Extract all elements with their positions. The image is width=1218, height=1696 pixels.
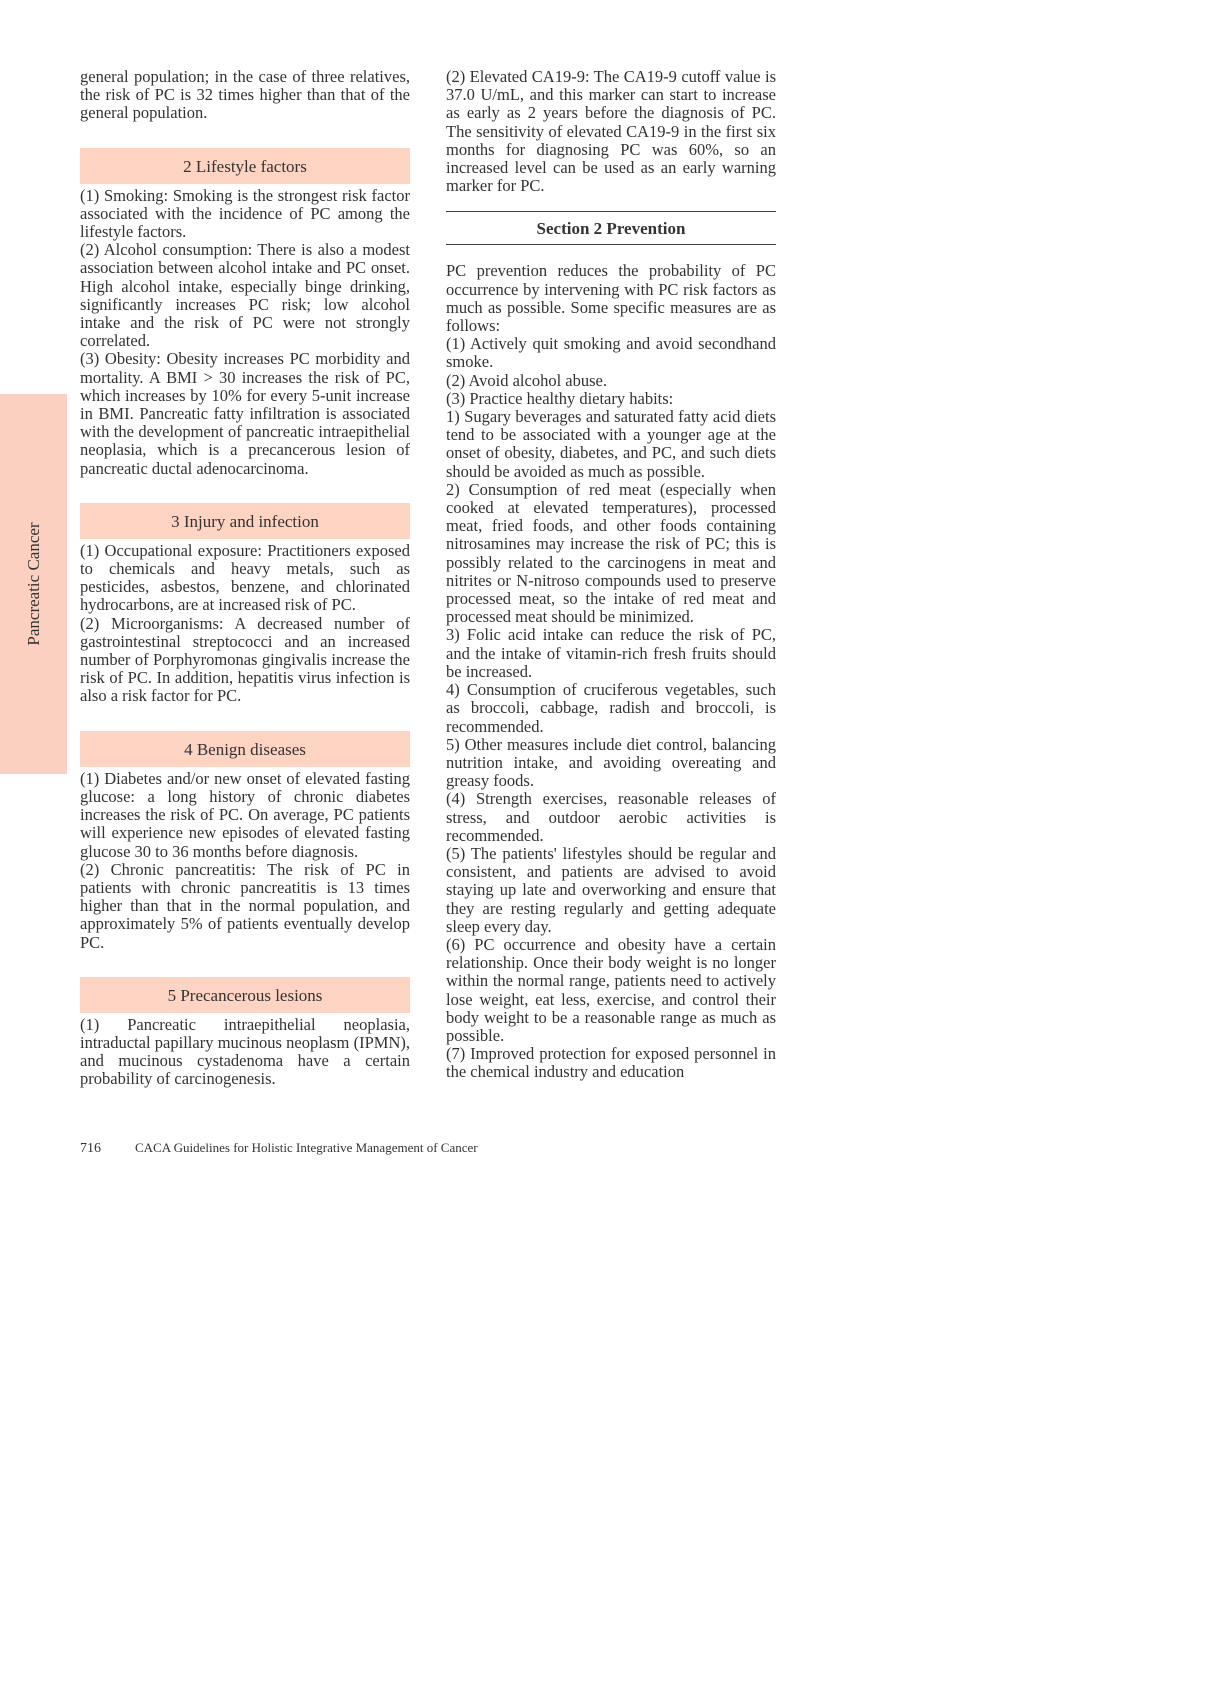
measure-3: (3) Practice healthy dietary habits: bbox=[446, 388, 674, 408]
side-tab bbox=[0, 394, 67, 774]
diet-item-5: 5) Other measures include diet control, balancing nutrition intake, and avoiding overeating and greasy foods. bbox=[446, 734, 776, 791]
section-heading-prevention: Section 2 Prevention bbox=[446, 211, 776, 245]
paragraph-neoplasia: (1) Pancreatic intraepithelial neoplasia, intraductal papillary mucinous neoplasm (IPMN), and mucinous cystadenoma have a certain probability of carcinogenesis. bbox=[80, 1014, 410, 1089]
left-column bbox=[80, 68, 410, 1089]
diet-item-1: 1) Sugary beverages and saturated fatty acid diets tend to be associated with a younger age at the onset of obesity, diabetes, and PC, and such diets should be avoided as much as possible. bbox=[446, 407, 776, 481]
paragraph-microorganisms: (2) Microorganisms: A decreased number of gastrointestinal streptococci and an increased number of Porphyromonas gingivalis increase the risk of PC. In addition, hepatitis virus infection is also a risk factor for PC. bbox=[80, 613, 410, 706]
running-title: CACA Guidelines for Holistic Integrative Management of Cancer bbox=[135, 1140, 478, 1155]
heading-lifestyle-factors: 2 Lifestyle factors bbox=[80, 148, 410, 184]
diet-item-4: 4) Consumption of cruciferous vegetables, such as broccoli, cabbage, radish and broccoli, is recommended. bbox=[446, 680, 776, 736]
heading-precancerous-lesions: 5 Precancerous lesions bbox=[80, 977, 410, 1013]
measure-7: (7) Improved protection for exposed personnel in the chemical industry and education bbox=[446, 1044, 776, 1082]
diet-item-2: 2) Consumption of red meat (especially when cooked at elevated temperatures), processed meat, fried foods, and other foods containing nitrosamines may increase the risk of PC; this is possibly related to the carcinogens in meat and nitrites or N-nitroso compounds used to preserve processed meat, so the intake of red meat and processed meat should be minimized. bbox=[446, 479, 776, 627]
paragraph-obesity: (3) Obesity: Obesity increases PC morbidity and mortality. A BMI > 30 increases the risk of PC, which increases by 10% for every 5-unit increase in BMI. Pancreatic fatty infiltration is associated with the development of pancreatic intraepithelial neoplasia, which is a precancerous lesion of pancreatic ductal adenocarcinoma. bbox=[80, 349, 410, 478]
diet-item-3: 3) Folic acid intake can reduce the risk of PC, and the intake of vitamin-rich fresh fruits should be increased. bbox=[446, 625, 776, 681]
page-number: 716 bbox=[80, 1141, 101, 1156]
paragraph-intro: general population; in the case of three relatives, the risk of PC is 32 times higher than that of the general population. bbox=[80, 67, 410, 123]
paragraph-ca199: (2) Elevated CA19-9: The CA19-9 cutoff value is 37.0 U/mL, and this marker can start to increase as early as 2 years before the diagnosis of PC. The sensitivity of elevated CA19-9 in the first six months for diagnosing PC was 60%, so an increased level can be used as an early warning marker for PC. bbox=[446, 67, 776, 196]
paragraph-prevention-intro: PC prevention reduces the probability of PC occurrence by intervening with PC risk factors as much as possible. Some specific measures are as follows: bbox=[446, 261, 776, 336]
paragraph-pancreatitis: (2) Chronic pancreatitis: The risk of PC in patients with chronic pancreatitis is 13 times higher than that in the normal population, and approximately 5% of patients eventually develop PC. bbox=[80, 859, 410, 952]
right-column bbox=[446, 68, 776, 1082]
measure-2: (2) Avoid alcohol abuse. bbox=[446, 370, 607, 390]
paragraph-diabetes: (1) Diabetes and/or new onset of elevated fasting glucose: a long history of chronic diabetes increases the risk of PC. On average, PC patients will experience new episodes of elevated fasting glucose 30 to 36 months before diagnosis. bbox=[80, 768, 410, 861]
heading-benign-diseases: 4 Benign diseases bbox=[80, 731, 410, 767]
side-tab-label: Pancreatic Cancer bbox=[23, 522, 43, 646]
paragraph-occupational: (1) Occupational exposure: Practitioners exposed to chemicals and heavy metals, such as pesticides, asbestos, benzene, and chlorinated hydrocarbons, are at increased risk of PC. bbox=[80, 540, 410, 615]
measure-5: (5) The patients' lifestyles should be regular and consistent, and patients are advised to avoid staying up late and overworking and ensure that they are resting regularly and getting adequate sleep every day. bbox=[446, 843, 776, 936]
measure-4: (4) Strength exercises, reasonable releases of stress, and outdoor aerobic activities is recommended. bbox=[446, 789, 776, 845]
paragraph-alcohol: (2) Alcohol consumption: There is also a modest association between alcohol intake and PC onset. High alcohol intake, especially binge drinking, significantly increases PC risk; low alcohol intake and the risk of PC were not strongly correlated. bbox=[80, 240, 410, 351]
heading-injury-infection: 3 Injury and infection bbox=[80, 503, 410, 539]
measure-1: (1) Actively quit smoking and avoid secondhand smoke. bbox=[446, 334, 776, 372]
page-footer bbox=[80, 1140, 478, 1157]
measure-6: (6) PC occurrence and obesity have a certain relationship. Once their body weight is no longer within the normal range, patients need to actively lose weight, eat less, exercise, and control their body weight to be a reasonable range as much as possible. bbox=[446, 934, 776, 1045]
paragraph-smoking: (1) Smoking: Smoking is the strongest risk factor associated with the incidence of PC among the lifestyle factors. bbox=[80, 185, 410, 242]
